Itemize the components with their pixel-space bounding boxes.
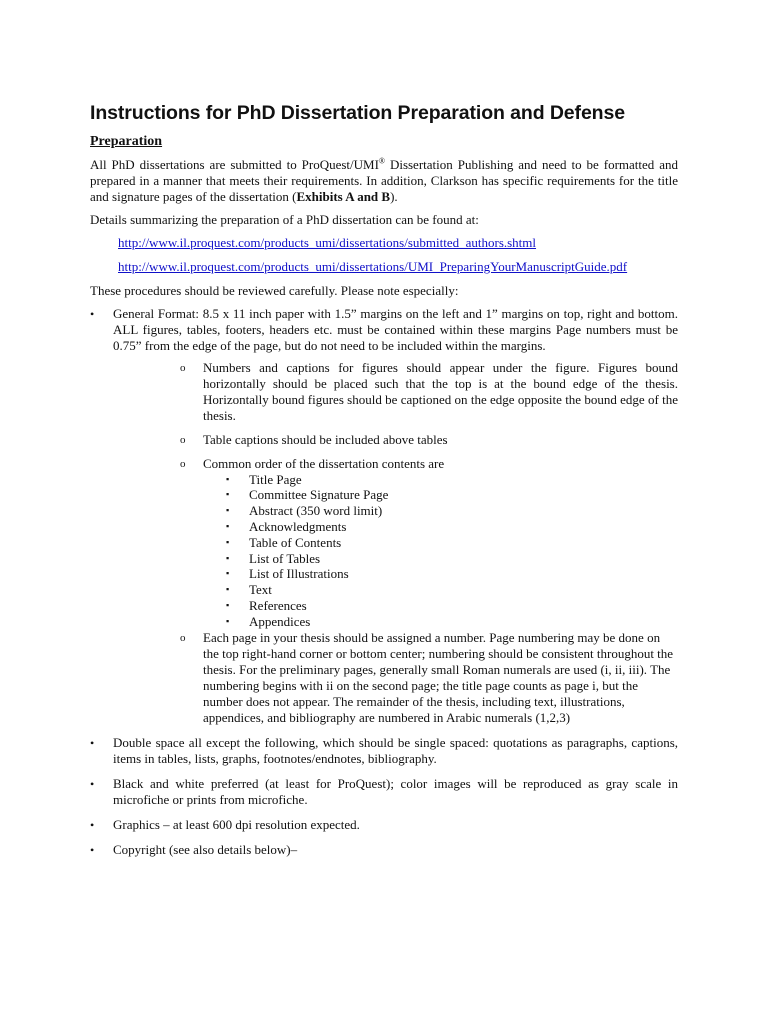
- square-bullet-icon: ▪: [226, 473, 230, 484]
- square-bullet-icon: ▪: [226, 568, 230, 579]
- list-item: ▪ Appendices: [226, 613, 311, 629]
- sublist-item-page-numbering: [180, 630, 678, 726]
- figures-text: Numbers and captions for figures should appear under the figure. Figures bound horizontally should be placed such that the top is at the bound edge of the thesis. Horizontally bound figures should be captioned on the edge opposite the bound edge of the thesis.: [203, 359, 678, 423]
- list-item-graphics: • Graphics – at least 600 dpi resolution expected.: [90, 816, 360, 832]
- tables-text: Table captions should be included above tables: [203, 431, 448, 447]
- square-bullet-icon: ▪: [226, 536, 230, 547]
- page-numbering-text: Each page in your thesis should be assigned a number. Page numbering may be done on the top right-hand corner or bottom center; numbering should be consistent throughout the thesis. For the preliminary pages, generally small Roman numerals are used (i, ii, iii). The numbering begins with ii on the second page; the title page counts as page i, but the number does not appear. The remainder of the thesis, including text, illustrations, appendices, and bibliography are numbered in Arabic numerals (1,2,3): [203, 629, 674, 725]
- section-heading-preparation: Preparation: [90, 134, 163, 150]
- proquest-authors-link[interactable]: http://www.il.proquest.com/products_umi/dissertations/submitted_authors.shtml: [118, 234, 537, 250]
- sublist-item-figures: [180, 360, 678, 424]
- details-paragraph: Details summarizing the preparation of a PhD dissertation can be found at:: [90, 211, 479, 227]
- intro-text-3: ).: [390, 188, 398, 204]
- square-bullet-icon: ▪: [226, 584, 230, 595]
- requirements-list: [90, 306, 678, 858]
- square-bullet-icon: ▪: [226, 615, 230, 626]
- square-bullet-icon: ▪: [226, 599, 230, 610]
- sublist-item-contents-order: [180, 456, 678, 630]
- bullet-icon: •: [90, 842, 95, 857]
- circle-bullet-icon: o: [180, 361, 186, 374]
- list-item-double-space: • Double space all except the following, which should be single spaced: quotations as paragraphs, captions, items in tables, lists, graphs, footnotes/endnotes, bibliography.: [90, 734, 678, 766]
- bullet-icon: •: [90, 306, 95, 321]
- list-item: ▪ List of Illustrations: [226, 566, 349, 582]
- bullet-icon: •: [90, 776, 95, 791]
- square-bullet-icon: ▪: [226, 489, 230, 500]
- list-item: ▪ List of Tables: [226, 550, 321, 566]
- procedures-paragraph: These procedures should be reviewed carefully. Please note especially:: [90, 282, 459, 298]
- sublist-item-tables: [180, 432, 678, 448]
- list-item: ▪ Text: [226, 582, 272, 598]
- contents-order-text: Common order of the dissertation contents are: [203, 455, 445, 471]
- list-item: ▪ Title Page: [226, 471, 302, 487]
- square-bullet-icon: ▪: [226, 520, 230, 531]
- list-item-black-white: • Black and white preferred (at least for ProQuest); color images will be reproduced as gray scale in microfiche or prints from microfiche.: [90, 775, 678, 807]
- bullet-icon: •: [90, 735, 95, 750]
- contents-order-list: [203, 472, 678, 630]
- list-item-general-format: [90, 306, 678, 726]
- list-item: ▪ References: [226, 597, 307, 613]
- list-item: ▪ Abstract (350 word limit): [226, 503, 383, 519]
- circle-bullet-icon: o: [180, 433, 186, 446]
- general-format-text: General Format: 8.5 x 11 inch paper with 1.5” margins on the left and 1” margins on top, right and bottom. ALL figures, tables, footers, headers etc. must be contained within these margins Page numbers must be 0.75” from the edge of the page, but do not need to be included within the margins.: [113, 305, 678, 353]
- list-item: ▪ Table of Contents: [226, 534, 342, 550]
- bullet-icon: •: [90, 817, 95, 832]
- exhibits-reference: Exhibits A and B: [296, 188, 391, 204]
- document-title: Instructions for PhD Dissertation Preparation and Defense: [90, 102, 625, 124]
- list-item: ▪ Acknowledgments: [226, 518, 347, 534]
- list-item-copyright: • Copyright (see also details below)–: [90, 841, 298, 857]
- proquest-manuscript-guide-link[interactable]: http://www.il.proquest.com/products_umi/dissertations/UMI_PreparingYourManuscriptGuide.pdf: [118, 258, 628, 274]
- square-bullet-icon: ▪: [226, 552, 230, 563]
- circle-bullet-icon: o: [180, 631, 186, 644]
- square-bullet-icon: ▪: [226, 505, 230, 516]
- intro-text-1: All PhD dissertations are submitted to ProQuest/UMI: [90, 156, 379, 172]
- registered-mark: ®: [378, 156, 385, 166]
- intro-text-2: Dissertation Publishing and need to be formatted and prepared in a manner that meets their requirements. In addition, Clarkson has specific requirements for the title and signature pages of the dissertation (: [90, 156, 678, 204]
- format-sublist: [113, 360, 678, 726]
- circle-bullet-icon: o: [180, 457, 186, 470]
- list-item: ▪ Committee Signature Page: [226, 487, 389, 503]
- intro-paragraph: [90, 157, 678, 205]
